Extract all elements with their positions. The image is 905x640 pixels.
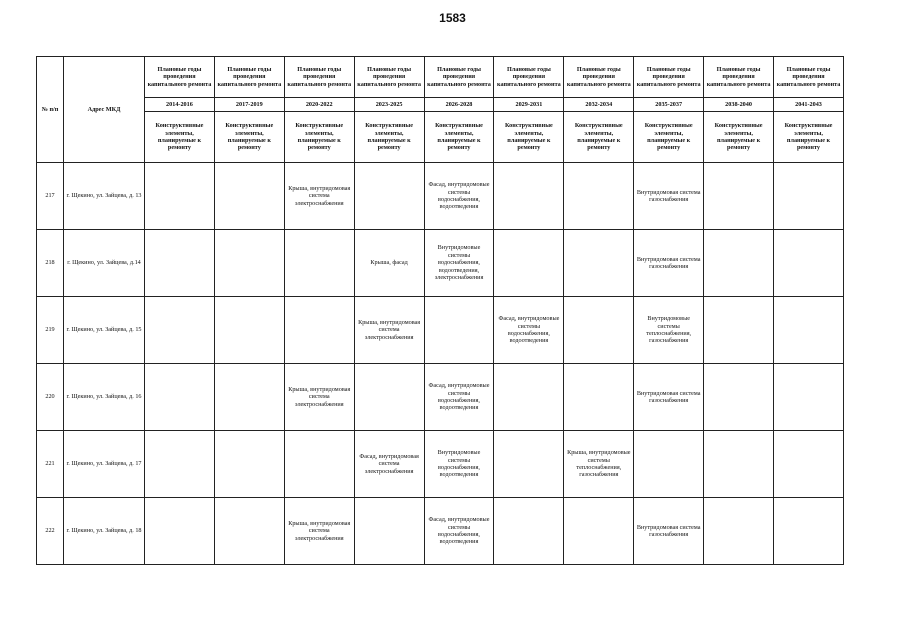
- repair-cell: [424, 297, 494, 364]
- repair-cell: [214, 498, 284, 565]
- repair-cell: Внутридомовая система газоснабжения: [634, 230, 704, 297]
- period-years: 2029-2031: [494, 98, 564, 112]
- repair-cell: Внутридомовая система газоснабжения: [634, 364, 704, 431]
- element-label: Конструктивные элементы, планируемые к ремонту: [424, 112, 494, 163]
- repair-cell: Фасад, внутридомовые системы водоснабжения, водоотведения: [424, 163, 494, 230]
- row-number: 220: [37, 364, 64, 431]
- row-number: 217: [37, 163, 64, 230]
- page-number: 1583: [439, 11, 466, 25]
- period-label: Плановые годы проведения капитального ремонта: [704, 57, 774, 98]
- repair-cell: [774, 498, 844, 565]
- repair-cell: [494, 498, 564, 565]
- repair-cell: Фасад, внутридомовая система электроснабжения: [354, 431, 424, 498]
- repair-cell: Внутридомовая система газоснабжения: [634, 163, 704, 230]
- period-years: 2020-2022: [284, 98, 354, 112]
- repair-cell: [704, 163, 774, 230]
- table-row: [37, 163, 844, 230]
- period-label: Плановые годы проведения капитального ремонта: [634, 57, 704, 98]
- period-years: 2035-2037: [634, 98, 704, 112]
- repair-cell: [704, 431, 774, 498]
- repair-cell: [704, 297, 774, 364]
- element-label: Конструктивные элементы, планируемые к ремонту: [494, 112, 564, 163]
- repair-cell: [774, 230, 844, 297]
- row-address: г. Щекино, ул. Зайцева, д.14: [64, 230, 145, 297]
- header-row-years: [37, 98, 844, 112]
- table-row: [37, 498, 844, 565]
- repair-cell: [704, 498, 774, 565]
- repair-cell: Крыша, внутридомовая система электроснабжения: [284, 163, 354, 230]
- repair-cell: [214, 364, 284, 431]
- period-years: 2038-2040: [704, 98, 774, 112]
- row-number: 218: [37, 230, 64, 297]
- column-header-address: Адрес МКД: [64, 57, 145, 163]
- repair-cell: [354, 163, 424, 230]
- header-row-elements: [37, 112, 844, 163]
- repair-cell: [634, 431, 704, 498]
- period-years: 2026-2028: [424, 98, 494, 112]
- period-label: Плановые годы проведения капитального ремонта: [564, 57, 634, 98]
- row-number: 221: [37, 431, 64, 498]
- period-label: Плановые годы проведения капитального ремонта: [354, 57, 424, 98]
- repair-cell: [774, 163, 844, 230]
- repair-cell: [145, 230, 215, 297]
- table-row: [37, 297, 844, 364]
- period-label: Плановые годы проведения капитального ремонта: [145, 57, 215, 98]
- repair-cell: Крыша, внутридомовая система электроснабжения: [284, 364, 354, 431]
- repair-cell: Крыша, фасад: [354, 230, 424, 297]
- repair-cell: [214, 431, 284, 498]
- capital-repair-schedule-table: [36, 56, 844, 565]
- repair-cell: Внутридомовые системы теплоснабжения, газоснабжения: [634, 297, 704, 364]
- row-address: г. Щекино, ул. Зайцева, д. 16: [64, 364, 145, 431]
- element-label: Конструктивные элементы, планируемые к ремонту: [704, 112, 774, 163]
- element-label: Конструктивные элементы, планируемые к ремонту: [774, 112, 844, 163]
- period-label: Плановые годы проведения капитального ремонта: [424, 57, 494, 98]
- repair-cell: [704, 230, 774, 297]
- repair-cell: [145, 364, 215, 431]
- element-label: Конструктивные элементы, планируемые к ремонту: [145, 112, 215, 163]
- repair-cell: [564, 163, 634, 230]
- repair-cell: [564, 297, 634, 364]
- element-label: Конструктивные элементы, планируемые к ремонту: [214, 112, 284, 163]
- repair-cell: Фасад, внутридомовые системы водоснабжения, водоотведения: [424, 364, 494, 431]
- repair-cell: [284, 431, 354, 498]
- column-header-number: № п/п: [37, 57, 64, 163]
- repair-cell: [284, 230, 354, 297]
- table-row: [37, 364, 844, 431]
- repair-cell: [145, 163, 215, 230]
- repair-cell: [145, 297, 215, 364]
- element-label: Конструктивные элементы, планируемые к ремонту: [634, 112, 704, 163]
- repair-cell: Крыша, внутридомовая система электроснабжения: [354, 297, 424, 364]
- table-row: [37, 431, 844, 498]
- period-years: 2017-2019: [214, 98, 284, 112]
- repair-cell: Фасад, внутридомовые системы водоснабжения, водоотведения: [494, 297, 564, 364]
- element-label: Конструктивные элементы, планируемые к ремонту: [564, 112, 634, 163]
- table-row: [37, 230, 844, 297]
- repair-cell: [564, 498, 634, 565]
- row-address: г. Щекино, ул. Зайцева, д. 13: [64, 163, 145, 230]
- period-label: Плановые годы проведения капитального ремонта: [214, 57, 284, 98]
- period-label: Плановые годы проведения капитального ремонта: [774, 57, 844, 98]
- repair-cell: [145, 498, 215, 565]
- repair-cell: [214, 163, 284, 230]
- repair-cell: Внутридомовые системы водоснабжения, водоотведения, электроснабжения: [424, 230, 494, 297]
- repair-cell: [564, 364, 634, 431]
- repair-cell: [214, 230, 284, 297]
- row-number: 222: [37, 498, 64, 565]
- repair-cell: [774, 297, 844, 364]
- period-years: 2041-2043: [774, 98, 844, 112]
- repair-cell: [494, 230, 564, 297]
- row-address: г. Щекино, ул. Зайцева, д. 18: [64, 498, 145, 565]
- row-address: г. Щекино, ул. Зайцева, д. 15: [64, 297, 145, 364]
- repair-cell: Крыша, внутридомовая система электроснабжения: [284, 498, 354, 565]
- repair-cell: Внутридомовая система газоснабжения: [634, 498, 704, 565]
- repair-cell: [494, 163, 564, 230]
- element-label: Конструктивные элементы, планируемые к ремонту: [284, 112, 354, 163]
- period-years: 2014-2016: [145, 98, 215, 112]
- element-label: Конструктивные элементы, планируемые к ремонту: [354, 112, 424, 163]
- repair-cell: [494, 364, 564, 431]
- row-number: 219: [37, 297, 64, 364]
- repair-cell: [774, 431, 844, 498]
- repair-cell: [704, 364, 774, 431]
- period-years: 2023-2025: [354, 98, 424, 112]
- period-years: 2032-2034: [564, 98, 634, 112]
- repair-cell: [214, 297, 284, 364]
- repair-cell: Крыша, внутридомовые системы теплоснабжения, газоснабжения: [564, 431, 634, 498]
- repair-cell: [564, 230, 634, 297]
- repair-cell: [354, 364, 424, 431]
- row-address: г. Щекино, ул. Зайцева, д. 17: [64, 431, 145, 498]
- header-row-period-labels: [37, 57, 844, 98]
- period-label: Плановые годы проведения капитального ремонта: [284, 57, 354, 98]
- repair-cell: [145, 431, 215, 498]
- repair-cell: [494, 431, 564, 498]
- repair-cell: [354, 498, 424, 565]
- period-label: Плановые годы проведения капитального ремонта: [494, 57, 564, 98]
- repair-cell: [284, 297, 354, 364]
- repair-cell: [774, 364, 844, 431]
- repair-cell: Внутридомовые системы водоснабжения, водоотведения: [424, 431, 494, 498]
- repair-cell: Фасад, внутридомовые системы водоснабжения, водоотведения: [424, 498, 494, 565]
